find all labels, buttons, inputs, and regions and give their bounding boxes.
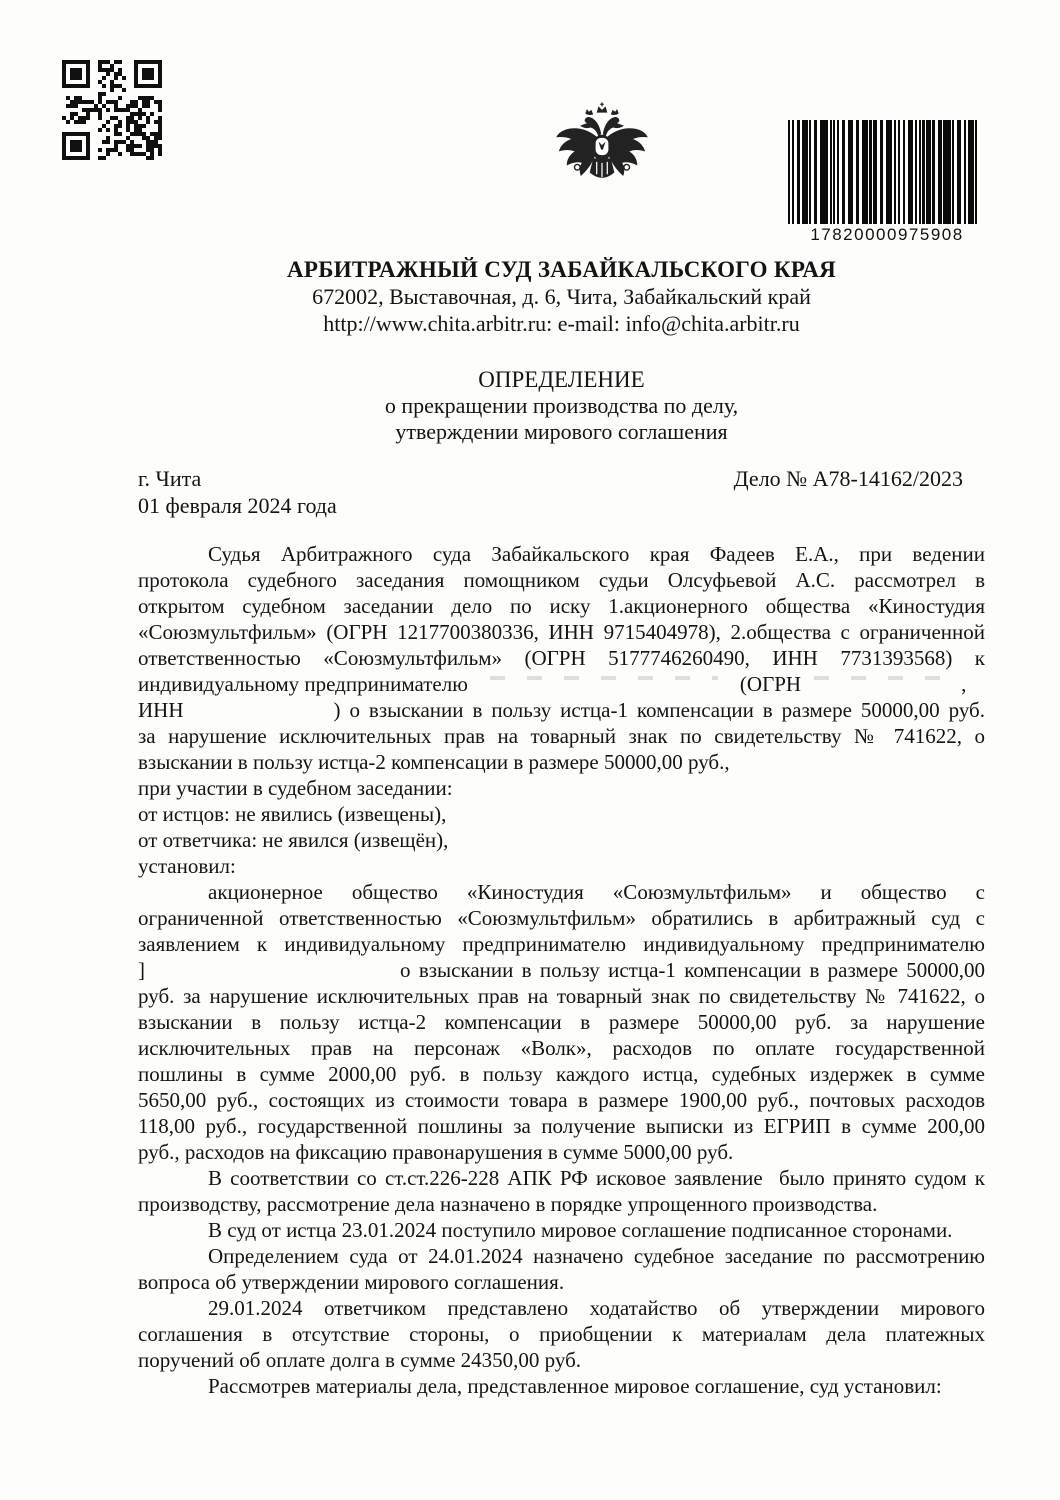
text-line: взыскании в пользу истца-2 компенсации в размере 50000,00 руб. за нарушение — [138, 1010, 985, 1034]
coat-of-arms-eagle-icon — [549, 102, 655, 206]
qr-code — [62, 60, 162, 160]
text-line: от истцов: не явились (извещены), — [138, 802, 447, 826]
text-line: соглашения в отсутствие стороны, о приобщении к материалам дела платежных — [138, 1322, 985, 1346]
text-line — [138, 697, 985, 723]
text-line: от ответчика: не явился (извещён), — [138, 828, 449, 852]
text-line: 118,00 руб., государственной пошлины за получение выписки из ЕГРИП в сумме 200,00 — [138, 1114, 985, 1138]
document-subtitle-line2: утверждении мирового соглашения — [395, 419, 728, 444]
document-content — [138, 256, 985, 1399]
text-line: В суд от истца 23.01.2024 поступило мировое соглашение подписанное сторонами. — [208, 1218, 953, 1242]
redacted-blank — [145, 975, 400, 977]
text-line: ограниченной ответственностью «Союзмультфильм» обратились в арбитражный суд с — [138, 906, 985, 930]
document-title: ОПРЕДЕЛЕНИЕ — [478, 367, 645, 392]
text-line: Рассмотрев материалы дела, представленное мировое соглашение, суд установил: — [208, 1374, 942, 1398]
text-line: Определением суда от 24.01.2024 назначено судебное заседание по рассмотрению — [208, 1244, 985, 1268]
text-line: вопроса об утверждении мирового соглашения. — [138, 1270, 565, 1294]
qr-code-image — [62, 60, 162, 160]
text-line: руб., расходов на фиксацию правонарушения в сумме 5000,00 руб. — [138, 1140, 734, 1164]
case-info-row — [138, 465, 985, 492]
text-line: производству, рассмотрение дела назначено в порядке упрощенного производства. — [138, 1192, 878, 1216]
barcode-number: 17820000975908 — [810, 225, 964, 244]
qr-finder-bottom-left — [62, 132, 90, 160]
qr-finder-top-right — [134, 60, 162, 88]
text-segment: ИНН — [138, 698, 184, 722]
case-number: Дело № А78-14162/2023 — [733, 466, 963, 491]
text-line: открытом судебном заседании дело по иску 1.акционерного общества «Киностудия — [138, 594, 985, 618]
text-line — [138, 671, 985, 697]
text-segment: (ОГРН — [739, 672, 802, 696]
text-line: взыскании в пользу истца-2 компенсации в размере 50000,00 руб., — [138, 750, 730, 774]
text-segment: , — [961, 672, 967, 696]
text-line: исключительных прав на персонаж «Волк», расходов по оплате государственной — [138, 1036, 985, 1060]
text-line — [138, 957, 985, 983]
text-line: заявлением к индивидуальному предпринимателю индивидуальному предпринимателю — [138, 932, 985, 956]
redacted-blank — [184, 715, 334, 717]
text-line: «Союзмультфильм» (ОГРН 1217700380336, ИНН 9715404978), 2.общества с ограниченной — [138, 620, 985, 644]
qr-finder-top-left — [62, 60, 90, 88]
text-line: поручений об оплате долга в сумме 24350,00 руб. — [138, 1348, 582, 1372]
text-line: установил: — [138, 854, 236, 878]
case-city: г. Чита — [138, 466, 202, 491]
text-line: при участии в судебном заседании: — [138, 776, 453, 800]
redacted-blank — [468, 689, 740, 691]
text-line: ответственностью «Союзмультфильм» (ОГРН 5177746260490, ИНН 7731393568) к — [138, 646, 985, 670]
barcode — [788, 120, 986, 245]
text-segment: ) о взыскании в пользу истца-1 компенсации в размере 50000,00 руб. — [333, 698, 985, 722]
text-line: протокола судебного заседания помощником судьи Олсуфьевой А.С. рассмотрел в — [138, 568, 985, 592]
redacted-blank — [801, 689, 961, 691]
text-line: Судья Арбитражного суда Забайкальского края Фадеев Е.А., при ведении — [208, 542, 985, 566]
text-line: руб. за нарушение исключительных прав на товарный знак по свидетельству № 741622, о — [138, 984, 985, 1008]
text-segment: индивидуальному предпринимателю — [138, 672, 468, 696]
text-segment: о взыскании в пользу истца-1 компенсации в размере 50000,00 — [400, 958, 985, 982]
text-segment: ] — [138, 958, 145, 982]
document-subtitle-line1: о прекращении производства по делу, — [384, 393, 739, 418]
text-line: В соответствии со ст.ст.226-228 АПК РФ исковое заявление было принято судом к — [208, 1166, 985, 1190]
text-line: за нарушение исключительных прав на товарный знак по свидетельству № 741622, о — [138, 724, 985, 748]
text-line: 29.01.2024 ответчиком представлено ходатайство об утверждении мирового — [208, 1296, 985, 1320]
court-name: АРБИТРАЖНЫЙ СУД ЗАБАЙКАЛЬСКОГО КРАЯ — [286, 257, 837, 282]
case-date: 01 февраля 2024 года — [138, 493, 337, 518]
text-line: пошлины в сумме 2000,00 руб. в пользу каждого истца, судебных издержек в сумме — [138, 1062, 985, 1086]
barcode-image — [788, 120, 986, 224]
court-contacts: http://www.chita.arbitr.ru: e-mail: info@chita.arbitr.ru — [323, 311, 800, 336]
text-line: 5650,00 руб., состоящих из стоимости товара в размере 1900,00 руб., почтовых расходов — [138, 1088, 985, 1112]
document-body — [138, 541, 985, 1399]
court-address: 672002, Выставочная, д. 6, Чита, Забайкальский край — [312, 284, 811, 309]
text-line: акционерное общество «Киностудия «Союзмультфильм» и общество с — [208, 880, 985, 904]
